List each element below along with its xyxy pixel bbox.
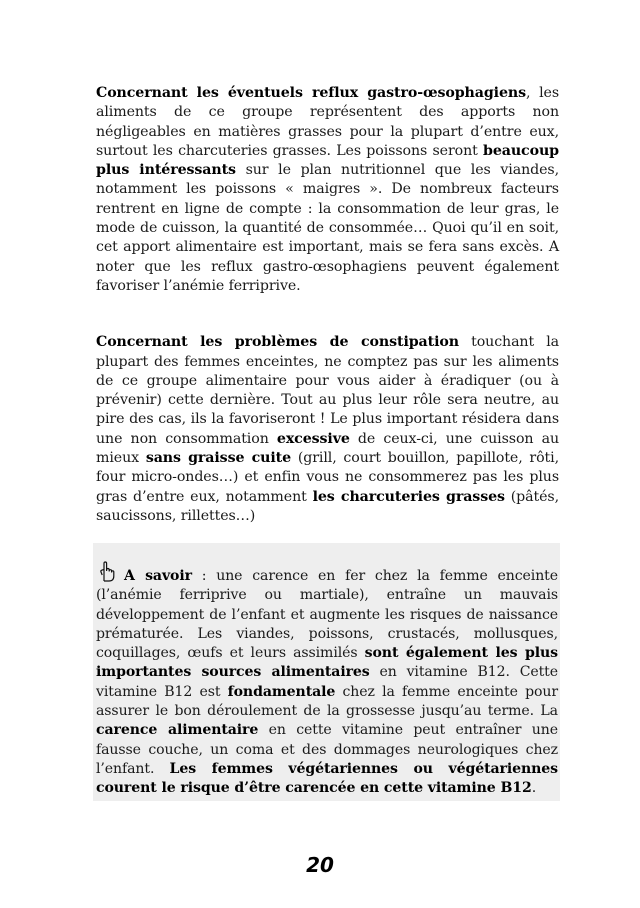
- bold-text: Concernant les éventuels reflux gastro-œsophagiens: [96, 85, 527, 101]
- body-text: : une carence en fer chez la femme enceinte (l’anémie ferriprive ou martiale), entraîne un mauvais développement de l’enfant et augmente les risques de naissance prématurée. Les viandes, poissons, crustacés, mollusques, coquillages, œufs et leurs assimilés: [96, 568, 558, 662]
- body-text: en cette vitamine peut entraîner une fausse couche, un coma et des dommages neurologiques chez l’enfant.: [96, 722, 559, 777]
- body-text: , les aliments de ce groupe représentent des apports non négligeables en matières grasses pour la plupart d’entre eux, surtout les charcuteries grasses. Les poissons seront: [96, 85, 560, 159]
- body-text: en vitamine B12. Cette vitamine B12 est: [96, 664, 558, 700]
- bold-text: A savoir: [124, 568, 192, 584]
- pointing-hand-icon: [96, 561, 118, 583]
- bold-text: sans graisse cuite: [145, 450, 292, 467]
- paragraph-constipation: [96, 333, 559, 526]
- paragraph-reflux: [96, 84, 559, 296]
- page-body: [96, 84, 559, 526]
- bold-text: les charcuteries grasses: [312, 488, 505, 505]
- body-text: de ceux-ci, une cuisson au mieux: [96, 430, 559, 467]
- bold-text: Concernant les problèmes de constipation: [96, 334, 459, 351]
- body-text: .: [531, 780, 537, 797]
- body-text: (pâtés, saucissons, rillettes…): [96, 488, 559, 524]
- bold-text: fondamentale: [227, 683, 336, 700]
- body-text: sur le plan nutritionnel que les viandes, notamment les poissons « maigres ». De nombreux facteurs rentrent en ligne de compte : la consommation de leur gras, le mode de cuisson, la quantité de consommée… Quoi qu’il en soit, cet apport alimentaire est important, mais se fera sans excès. A noter que les reflux gastro-œsophagiens peuvent également favoriser l’anémie ferriprive.: [96, 162, 559, 294]
- info-box-a-savoir: [93, 543, 560, 801]
- page-number: 20: [306, 853, 334, 877]
- body-text: chez la femme enceinte pour assurer le bon déroulement de la grossesse jusqu’au terme. La: [96, 683, 558, 720]
- body-text: touchant la plupart des femmes enceintes, ne comptez pas sur les aliments de ce groupe alimentaire pour vous aider à éradiquer (ou à prévenir) cette dernière. Tout au plus leur rôle sera neutre, au pire des cas, ils la favoriseront ! Le plus important résidera dans une non consommation: [96, 334, 559, 447]
- bold-text: excessive: [276, 430, 350, 447]
- bold-text: sont également les plus importantes sources alimentaires: [96, 645, 558, 681]
- body-text: (grill, court bouillon, papillote, rôti, four micro-ondes…) et enfin vous ne consommerez pas les plus gras d’entre eux, notamment: [96, 450, 559, 505]
- bold-text: beaucoup plus intéressants: [96, 142, 559, 179]
- bold-text: Les femmes végétariennes ou végétariennes courent le risque d’être carencée en cette vitamine B12: [96, 760, 558, 797]
- info-box-text: [96, 561, 558, 799]
- bold-text: carence alimentaire: [96, 722, 259, 739]
